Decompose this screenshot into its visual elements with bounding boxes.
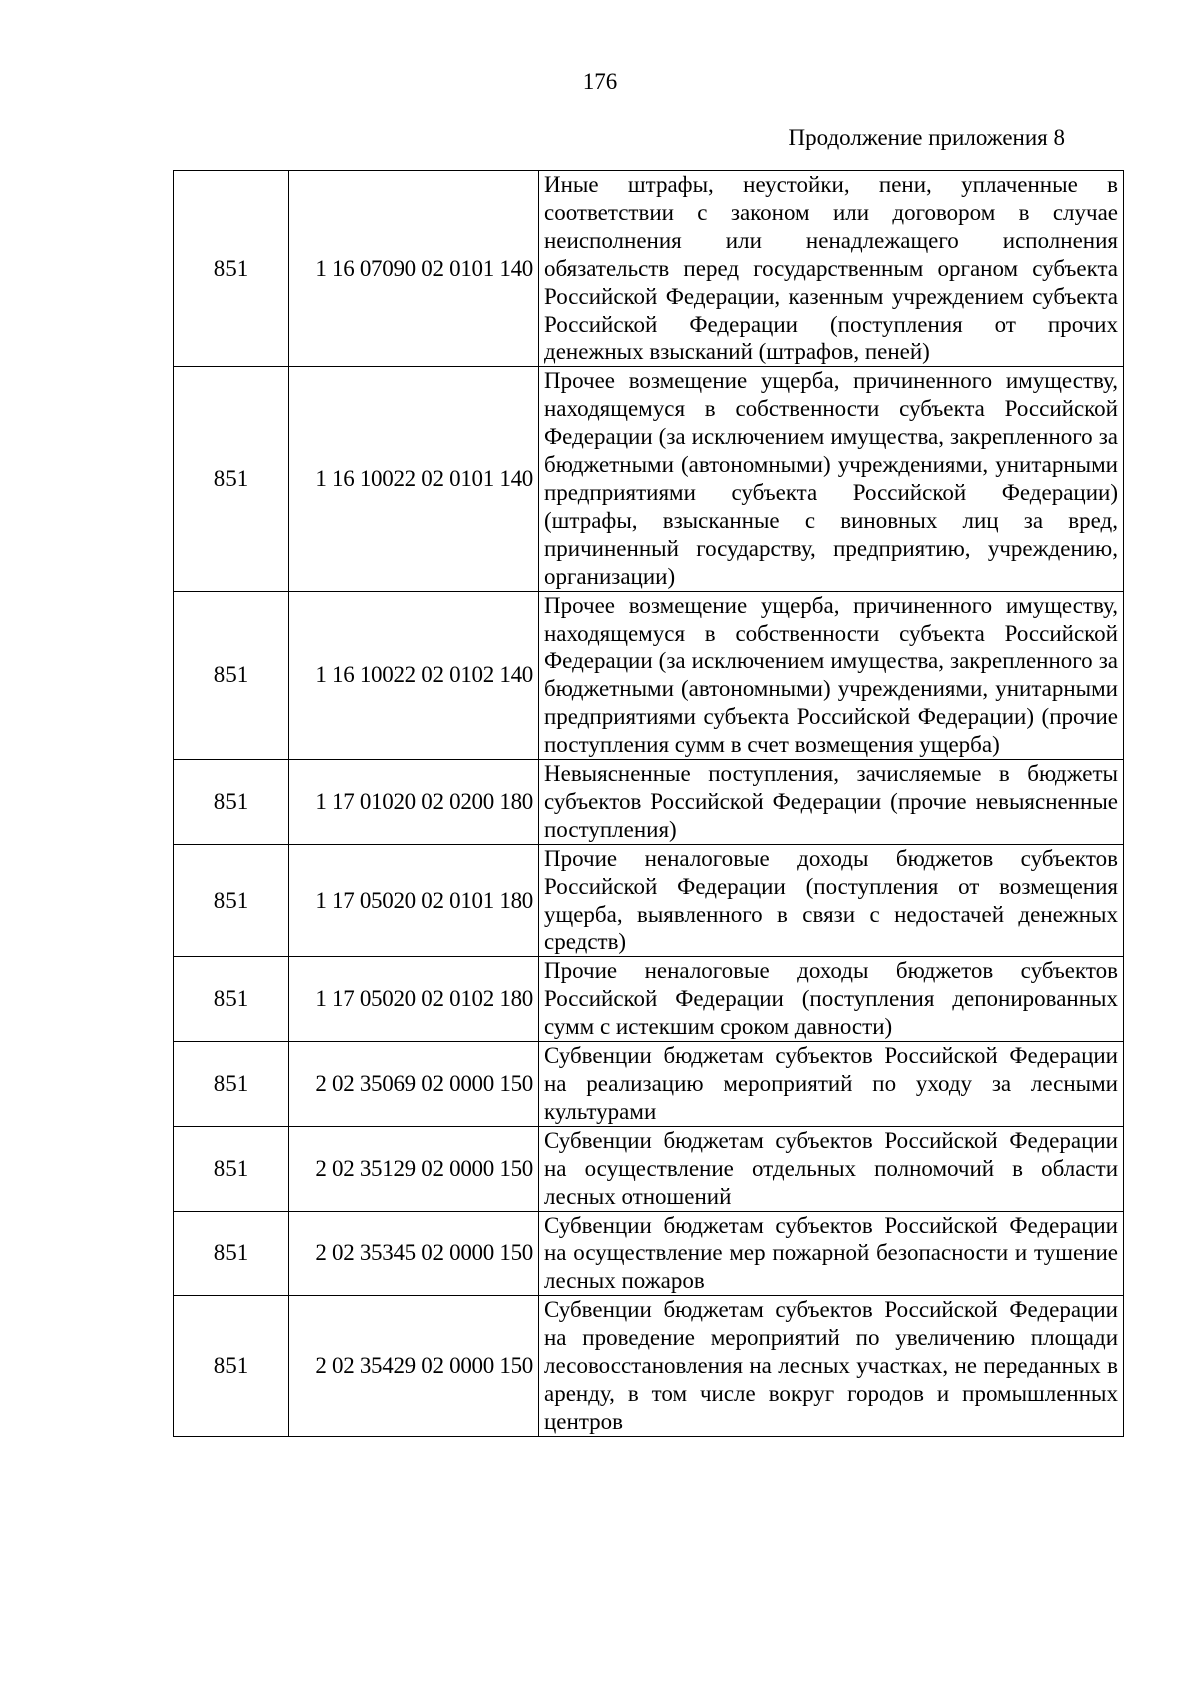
revenue-code-cell: 1 17 05020 02 0102 180 [289, 957, 539, 1042]
revenue-code-cell: 1 16 10022 02 0101 140 [289, 367, 539, 591]
admin-code-cell: 851 [174, 171, 289, 367]
description-cell: Иные штрафы, неустойки, пени, уплаченные в соответствии с законом или договором в случае неисполнения или ненадлежащего исполнения обязательств перед государственным органом субъекта Российской Федерации, казенным учреждением субъекта Российской Федерации (поступления от прочих денежных взысканий (штрафов, пеней) [539, 171, 1124, 367]
description-cell: Прочие неналоговые доходы бюджетов субъектов Российской Федерации (поступления от возмещения ущерба, выявленного в связи с недостачей денежных средств) [539, 844, 1124, 957]
table-row [174, 1042, 1124, 1127]
revenue-code-cell: 2 02 35069 02 0000 150 [289, 1042, 539, 1127]
admin-code-cell: 851 [174, 760, 289, 845]
description-cell: Прочее возмещение ущерба, причиненного имуществу, находящемуся в собственности субъекта Российской Федерации (за исключением имущества, закрепленного за бюджетными (автономными) учреждениями, унитарными предприятиями субъекта Российской Федерации) (штрафы, взысканные с виновных лиц за вред, причиненный государству, предприятию, учреждению, организации) [539, 367, 1124, 591]
admin-code-cell: 851 [174, 957, 289, 1042]
revenue-code-cell: 1 16 07090 02 0101 140 [289, 171, 539, 367]
description-cell: Субвенции бюджетам субъектов Российской Федерации на осуществление отдельных полномочий в области лесных отношений [539, 1126, 1124, 1211]
description-cell: Субвенции бюджетам субъектов Российской Федерации на проведение мероприятий по увеличению площади лесовосстановления на лесных участках, не переданных в аренду, в том числе вокруг городов и промышленных центров [539, 1296, 1124, 1437]
description-cell: Субвенции бюджетам субъектов Российской Федерации на осуществление мер пожарной безопасности и тушение лесных пожаров [539, 1211, 1124, 1296]
admin-code-cell: 851 [174, 367, 289, 591]
table-row [174, 957, 1124, 1042]
table-row [174, 844, 1124, 957]
table-row [174, 760, 1124, 845]
revenue-code-cell: 2 02 35429 02 0000 150 [289, 1296, 539, 1437]
description-cell: Субвенции бюджетам субъектов Российской Федерации на реализацию мероприятий по уходу за лесными культурами [539, 1042, 1124, 1127]
revenue-code-cell: 2 02 35345 02 0000 150 [289, 1211, 539, 1296]
page-number: 176 [582, 69, 618, 94]
description-cell: Невыясненные поступления, зачисляемые в бюджеты субъектов Российской Федерации (прочие невыясненные поступления) [539, 760, 1124, 845]
description-cell: Прочее возмещение ущерба, причиненного имуществу, находящемуся в собственности субъекта Российской Федерации (за исключением имущества, закрепленного за бюджетными (автономными) учреждениями, унитарными предприятиями субъекта Российской Федерации) (прочие поступления сумм в счет возмещения ущерба) [539, 591, 1124, 759]
revenue-code-cell: 1 16 10022 02 0102 140 [289, 591, 539, 759]
admin-code-cell: 851 [174, 1296, 289, 1437]
appendix-continuation-note: Продолжение приложения 8 [788, 125, 1065, 150]
revenue-code-cell: 2 02 35129 02 0000 150 [289, 1126, 539, 1211]
table-row [174, 171, 1124, 367]
table-row [174, 1126, 1124, 1211]
table-row [174, 1296, 1124, 1437]
table-row [174, 591, 1124, 759]
table-row [174, 367, 1124, 591]
description-cell: Прочие неналоговые доходы бюджетов субъектов Российской Федерации (поступления депонированных сумм с истекшим сроком давности) [539, 957, 1124, 1042]
admin-code-cell: 851 [174, 591, 289, 759]
admin-code-cell: 851 [174, 1126, 289, 1211]
revenue-code-cell: 1 17 05020 02 0101 180 [289, 844, 539, 957]
admin-code-cell: 851 [174, 1042, 289, 1127]
admin-code-cell: 851 [174, 844, 289, 957]
table-row [174, 1211, 1124, 1296]
admin-code-cell: 851 [174, 1211, 289, 1296]
revenue-codes-table [173, 170, 1124, 1437]
revenue-code-cell: 1 17 01020 02 0200 180 [289, 760, 539, 845]
